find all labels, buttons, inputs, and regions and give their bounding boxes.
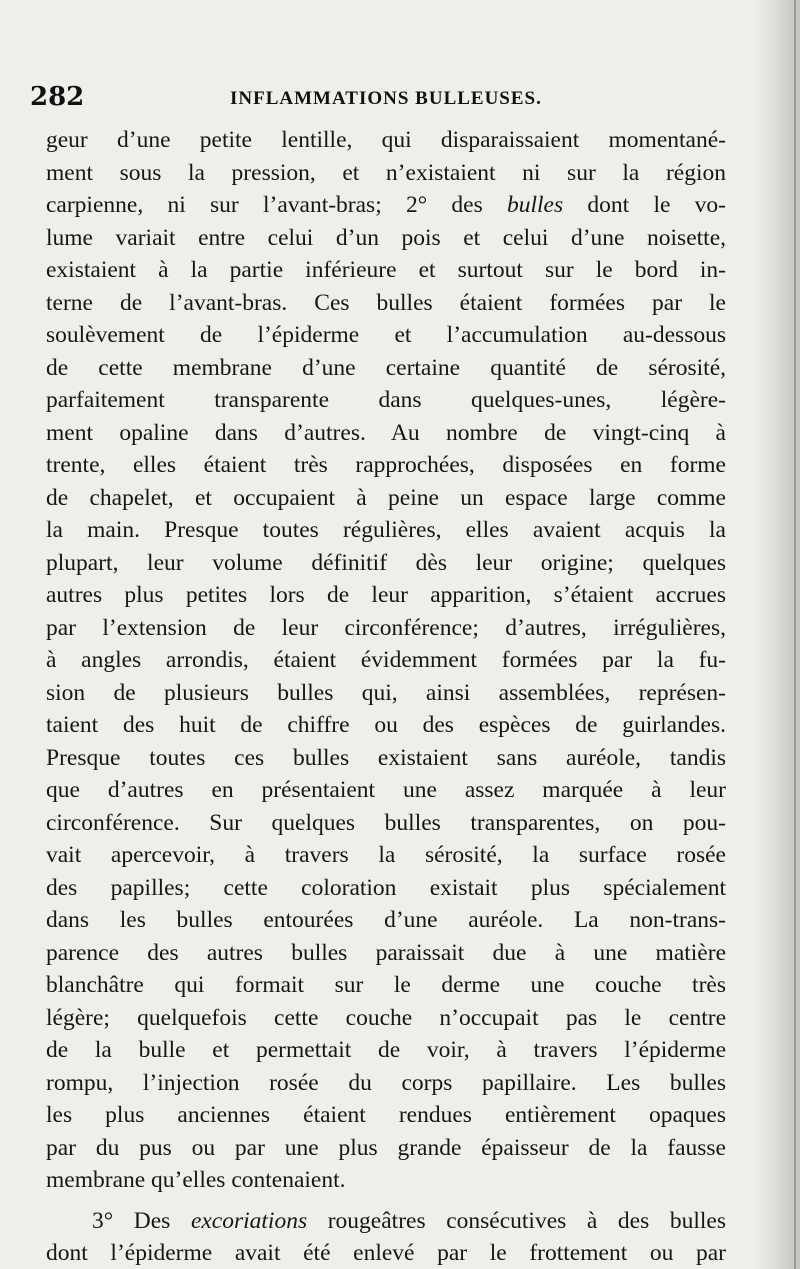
text-line bbox=[46, 1132, 726, 1165]
text-line bbox=[46, 1002, 726, 1035]
text-fragment: carpienne, ni sur l’avant-bras; 2° des bbox=[46, 192, 507, 218]
text-fragment: sion de plusieurs bulles qui, ainsi assemblées, représen- bbox=[46, 679, 726, 706]
text-line bbox=[46, 644, 726, 677]
text-fragment: de cette membrane d’une certaine quantité de sérosité, bbox=[46, 354, 726, 381]
text-line bbox=[46, 774, 726, 807]
text-fragment: dont l’épiderme avait été enlevé par le frottement ou par bbox=[46, 1240, 726, 1266]
text-fragment: Presque toutes ces bulles existaient sans auréole, tandis bbox=[46, 744, 726, 771]
text-line bbox=[46, 839, 726, 872]
text-fragment: les plus anciennes étaient rendues entièrement opaques bbox=[46, 1102, 726, 1128]
body-text bbox=[46, 124, 726, 1269]
text-line bbox=[46, 872, 726, 905]
text-fragment: ment sous la pression, et n’existaient ni sur la région bbox=[46, 159, 726, 186]
text-line bbox=[46, 547, 726, 580]
text-fragment: que d’autres en présentaient une assez marquée à leur bbox=[46, 777, 726, 803]
text-fragment: de chapelet, et occupaient à peine un espace large comme bbox=[46, 484, 726, 511]
italic-term: bulles bbox=[507, 192, 564, 218]
text-fragment: rougeâtres consécutives à des bulles bbox=[307, 1207, 727, 1234]
text-fragment: rompu, l’injection rosée du corps papillaire. Les bulles bbox=[46, 1069, 726, 1096]
text-line bbox=[46, 1034, 726, 1067]
text-line bbox=[46, 124, 726, 157]
text-fragment: existaient à la partie inférieure et surtout sur le bord in- bbox=[46, 257, 726, 283]
text-line bbox=[46, 319, 726, 352]
text-fragment: circonférence. Sur quelques bulles transparentes, on pou- bbox=[46, 809, 726, 836]
text-line bbox=[46, 579, 726, 612]
text-fragment: légère; quelquefois cette couche n’occupait pas le centre bbox=[46, 1004, 726, 1031]
text-fragment: terne de l’avant-bras. Ces bulles étaient formées par le bbox=[46, 289, 726, 316]
text-fragment: par l’extension de leur circonférence; d’autres, irrégulières, bbox=[46, 614, 726, 641]
text-fragment: vait apercevoir, à travers la sérosité, la surface rosée bbox=[46, 842, 726, 868]
text-line bbox=[46, 1067, 726, 1100]
text-line bbox=[46, 807, 726, 840]
text-fragment: trente, elles étaient très rapprochées, disposées en forme bbox=[46, 452, 726, 478]
text-fragment: des papilles; cette coloration existait plus spécialement bbox=[46, 874, 726, 901]
text-line bbox=[46, 384, 726, 417]
text-fragment: 3° Des bbox=[92, 1207, 191, 1234]
text-fragment: geur d’une petite lentille, qui disparaissaient momentané- bbox=[46, 127, 726, 153]
text-line bbox=[46, 157, 726, 190]
text-line bbox=[46, 287, 726, 320]
text-line bbox=[46, 189, 726, 222]
text-fragment: parfaitement transparente dans quelques-unes, légère- bbox=[46, 387, 726, 413]
text-fragment: blanchâtre qui formait sur le derme une couche très bbox=[46, 972, 726, 998]
text-line bbox=[46, 514, 726, 547]
text-fragment: parence des autres bulles paraissait due à une matière bbox=[46, 939, 726, 966]
text-line bbox=[46, 449, 726, 482]
text-fragment: par du pus ou par une plus grande épaisseur de la fausse bbox=[46, 1134, 726, 1161]
running-head: INFLAMMATIONS BULLEUSES. bbox=[230, 88, 542, 109]
text-fragment: la main. Presque toutes régulières, elles avaient acquis la bbox=[46, 517, 726, 543]
text-line bbox=[46, 937, 726, 970]
text-line bbox=[46, 742, 726, 775]
text-line bbox=[46, 254, 726, 287]
text-line bbox=[46, 969, 726, 1002]
text-line bbox=[46, 1205, 726, 1238]
text-fragment: autres plus petites lors de leur apparition, s’étaient accrues bbox=[46, 582, 726, 608]
text-line bbox=[46, 677, 726, 710]
text-line bbox=[46, 482, 726, 515]
page-header bbox=[30, 82, 720, 116]
text-fragment: de la bulle et permettait de voir, à travers l’épiderme bbox=[46, 1037, 726, 1063]
text-line bbox=[46, 904, 726, 937]
text-fragment: plupart, leur volume définitif dès leur origine; quelques bbox=[46, 549, 726, 576]
text-line bbox=[46, 1237, 726, 1269]
text-fragment: membrane qu’elles contenaient. bbox=[46, 1167, 346, 1193]
text-fragment: taient des huit de chiffre ou des espèces de guirlandes. bbox=[46, 712, 726, 738]
text-line bbox=[46, 612, 726, 645]
page-number: 282 bbox=[30, 82, 85, 112]
text-fragment: lume variait entre celui d’un pois et celui d’une noisette, bbox=[46, 224, 726, 251]
text-fragment: dans les bulles entourées d’une auréole. La non-trans- bbox=[46, 907, 726, 933]
text-fragment: à angles arrondis, étaient évidemment formées par la fu- bbox=[46, 647, 726, 673]
text-fragment: dont le vo- bbox=[563, 192, 726, 218]
text-fragment: soulèvement de l’épiderme et l’accumulation au-dessous bbox=[46, 322, 726, 348]
text-line bbox=[46, 1164, 726, 1197]
page-edge bbox=[794, 0, 796, 1269]
text-line bbox=[46, 1099, 726, 1132]
text-line bbox=[46, 352, 726, 385]
text-fragment: ment opaline dans d’autres. Au nombre de vingt-cinq à bbox=[46, 419, 726, 446]
italic-term: excoriations bbox=[190, 1207, 308, 1234]
text-line bbox=[46, 709, 726, 742]
text-line bbox=[46, 417, 726, 450]
text-line bbox=[46, 222, 726, 255]
